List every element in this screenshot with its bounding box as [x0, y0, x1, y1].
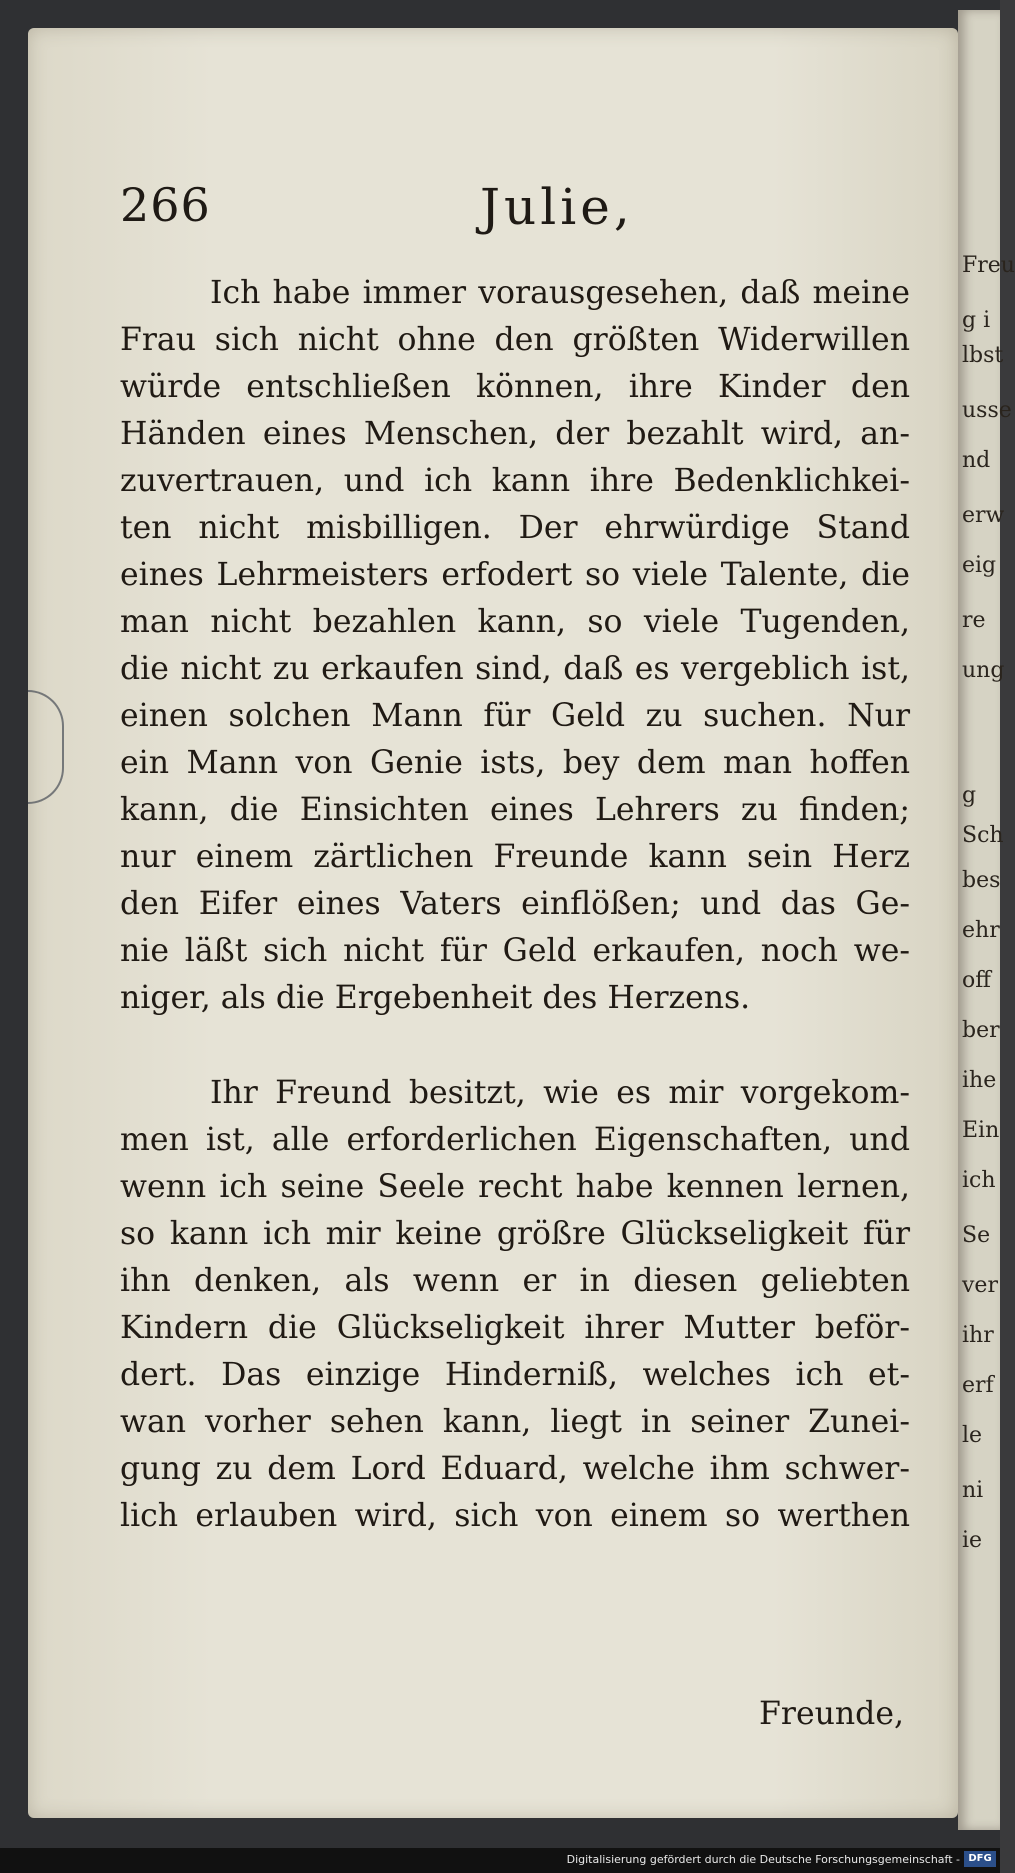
text-line: ten nicht misbilligen. Der ehrwürdige Stand [120, 510, 910, 546]
adjacent-fragment: ehr [962, 918, 1000, 943]
adjacent-fragment: off [962, 968, 991, 993]
text-line: wan vorher sehen kann, liegt in seiner Zunei- [120, 1404, 910, 1440]
text-line: Ich habe immer vorausgesehen, daß meine [210, 275, 910, 311]
adjacent-fragment: Sch [962, 823, 1004, 848]
text-line: würde entschließen können, ihre Kinder den [120, 369, 910, 405]
text-line: die nicht zu erkaufen sind, daß es vergeblich ist, [120, 651, 910, 687]
text-line: so kann ich mir keine größre Glückseligkeit für [120, 1216, 910, 1252]
adjacent-fragment: ber [962, 1018, 1000, 1043]
adjacent-fragment: le [962, 1423, 983, 1448]
adjacent-fragment: ie [962, 1528, 983, 1553]
adjacent-fragment: erw [962, 503, 1005, 528]
text-line: Ihr Freund besitzt, wie es mir vorgekom- [210, 1075, 910, 1111]
funding-credit: Digitalisierung gefördert durch die Deutsche Forschungsgemeinschaft - [566, 1853, 960, 1866]
catchword: Freunde, [759, 1696, 904, 1732]
text-line: lich erlauben wird, sich von einem so werthen [120, 1498, 910, 1534]
text-line: man nicht bezahlen kann, so viele Tugenden, [120, 604, 910, 640]
text-line: Frau sich nicht ohne den größten Widerwillen [120, 322, 910, 358]
adjacent-fragment: ni [962, 1478, 984, 1503]
running-head: Julie, [480, 178, 634, 236]
adjacent-page-edge [958, 10, 1015, 1830]
text-line: gung zu dem Lord Eduard, welche ihm schwer- [120, 1451, 910, 1487]
adjacent-fragment: eig [962, 553, 997, 578]
text-line: dert. Das einzige Hinderniß, welches ich et- [120, 1357, 910, 1393]
adjacent-fragment: ihe [962, 1068, 997, 1093]
text-line: Kindern die Glückseligkeit ihrer Mutter beför- [120, 1310, 910, 1346]
binding-thread [28, 690, 64, 804]
adjacent-fragment: ung [962, 658, 1005, 683]
adjacent-fragment: ver [962, 1273, 998, 1298]
text-line: zuvertrauen, und ich kann ihre Bedenklichkei- [120, 463, 910, 499]
adjacent-fragment: ich [962, 1168, 996, 1193]
text-line: kann, die Einsichten eines Lehrers zu finden; [120, 792, 910, 828]
text-line: men ist, alle erforderlichen Eigenschaften, und [120, 1122, 910, 1158]
page-number: 266 [120, 178, 211, 232]
text-line: einen solchen Mann für Geld zu suchen. Nur [120, 698, 910, 734]
paragraph-1 [120, 270, 910, 1022]
text-line: wenn ich seine Seele recht habe kennen lernen, [120, 1169, 910, 1205]
text-line: ein Mann von Genie ists, bey dem man hoffen [120, 745, 910, 781]
adjacent-fragment: lbst [962, 343, 1004, 368]
text-line: ihn denken, als wenn er in diesen geliebten [120, 1263, 910, 1299]
adjacent-fragment: Freu [962, 253, 1015, 278]
adjacent-fragment: g [962, 783, 977, 808]
adjacent-fragment: ihr [962, 1323, 994, 1348]
text-line: nie läßt sich nicht für Geld erkaufen, noch we- [120, 933, 910, 969]
adjacent-fragment: re [962, 608, 986, 633]
adjacent-fragment: bes [962, 868, 1001, 893]
text-line: eines Lehrmeisters erfodert so viele Talente, die [120, 557, 910, 593]
dfg-logo: DFG [964, 1851, 996, 1867]
adjacent-fragment: Ein [962, 1118, 1000, 1143]
text-line: nur einem zärtlichen Freunde kann sein Herz [120, 839, 910, 875]
text-line: Händen eines Menschen, der bezahlt wird, an- [120, 416, 910, 452]
adjacent-fragment: nd [962, 448, 991, 473]
text-line: den Eifer eines Vaters einflößen; und das Ge- [120, 886, 910, 922]
adjacent-fragment: usse [962, 398, 1012, 423]
paragraph-2 [120, 1070, 910, 1540]
adjacent-fragment: Se [962, 1223, 991, 1248]
adjacent-fragment: g i [962, 308, 991, 333]
adjacent-fragment: erf [962, 1373, 994, 1398]
text-line: niger, als die Ergebenheit des Herzens. [120, 980, 751, 1016]
